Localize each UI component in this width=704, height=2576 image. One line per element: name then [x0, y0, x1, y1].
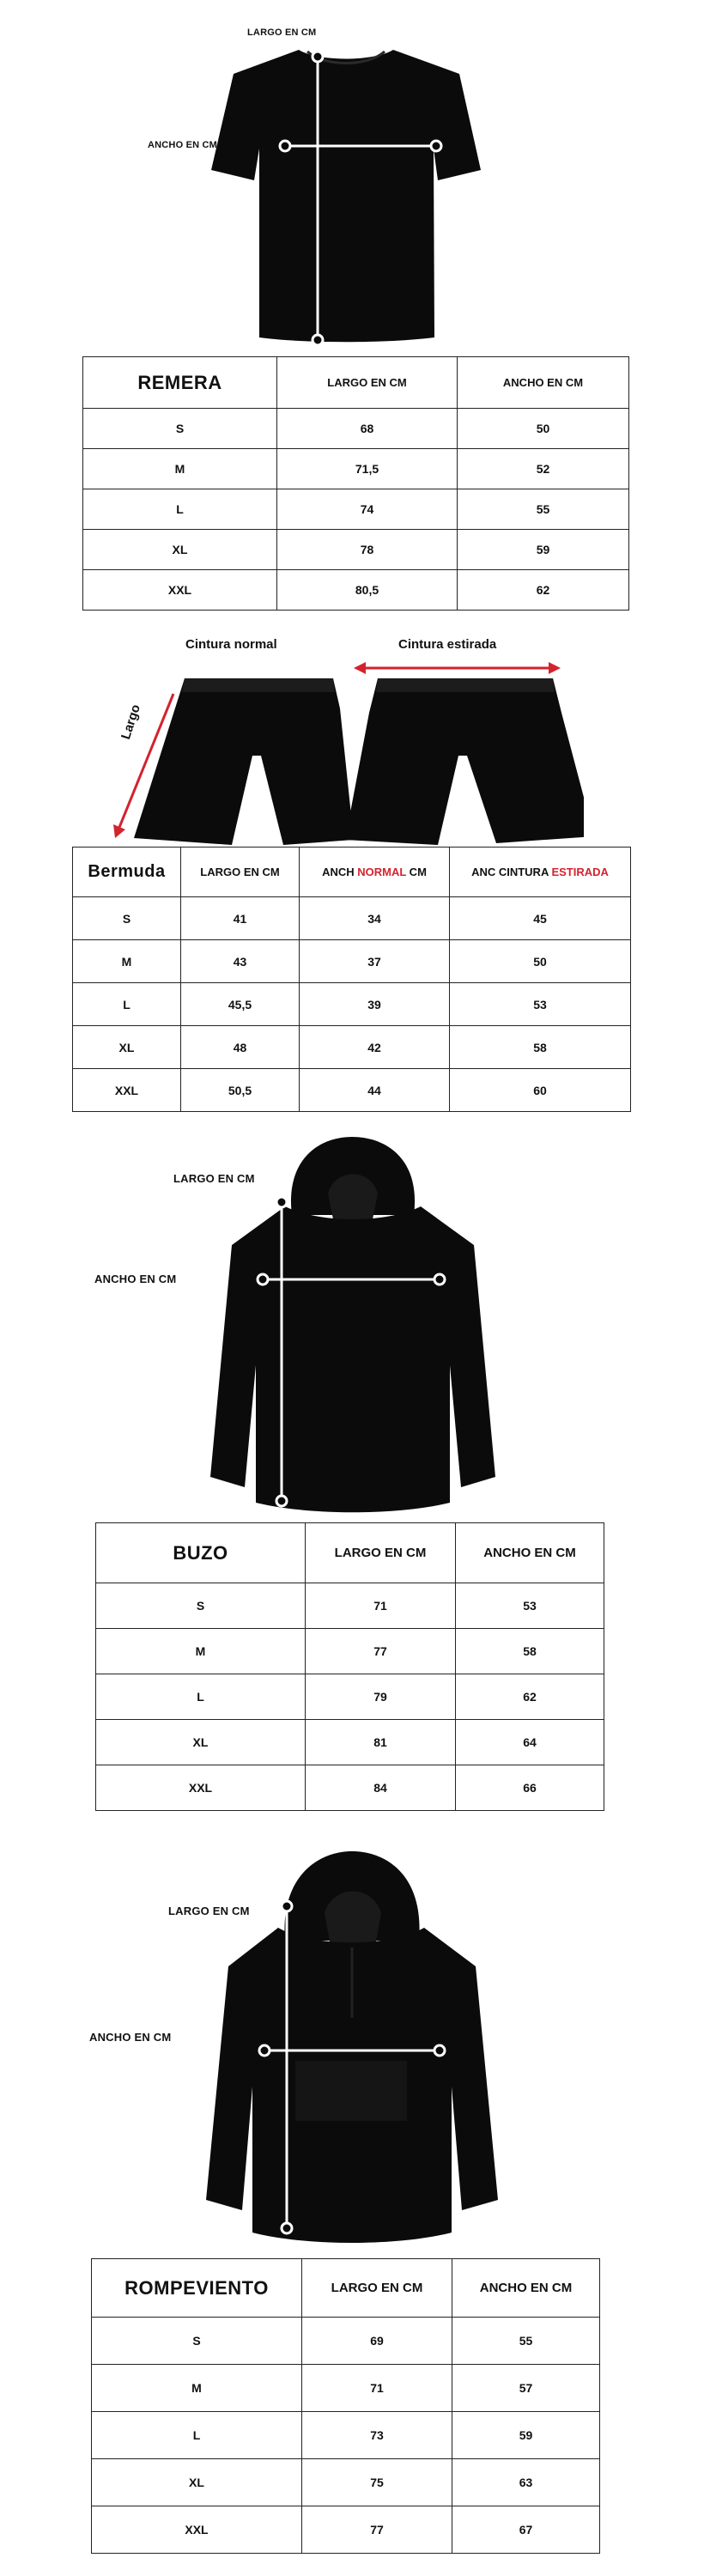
rompeviento-col-largo: LARGO EN CM: [302, 2259, 452, 2318]
size-cell: XL: [83, 530, 277, 570]
ancho-cell: 59: [452, 2412, 600, 2459]
table-row: [83, 489, 629, 530]
hoodie-figure: [199, 1133, 508, 1520]
estirada-cell: 58: [450, 1026, 631, 1069]
remera-size-table: [82, 356, 629, 611]
rompeviento-col-ancho: ANCHO EN CM: [452, 2259, 600, 2318]
table-row: [83, 449, 629, 489]
largo-cell: 77: [302, 2506, 452, 2554]
bermuda-col-estirada: ANC CINTURA ESTIRADA: [450, 848, 631, 897]
largo-cell: 71,5: [277, 449, 458, 489]
ancho-cell: 66: [456, 1765, 604, 1811]
largo-cell: 84: [306, 1765, 456, 1811]
size-cell: XL: [96, 1720, 306, 1765]
normal-cell: 37: [300, 940, 450, 983]
remera-label-ancho: ANCHO EN CM: [148, 140, 218, 150]
table-row: [83, 409, 629, 449]
table-row: [92, 2412, 600, 2459]
buzo-table-title: BUZO: [96, 1523, 306, 1583]
bermuda-label-largo: Largo: [118, 702, 144, 742]
shorts-normal: [134, 678, 354, 845]
ancho-cell: 58: [456, 1629, 604, 1674]
rompeviento-label-ancho: ANCHO EN CM: [89, 2031, 172, 2044]
largo-cell: 78: [277, 530, 458, 570]
estirada-cell: 53: [450, 983, 631, 1026]
bermuda-size-table: [72, 847, 631, 1112]
size-cell: S: [73, 897, 181, 940]
ancho-cell: 62: [458, 570, 629, 611]
bermuda-col-normal: ANCH NORMAL CM: [300, 848, 450, 897]
table-row: [73, 897, 631, 940]
rompeviento-table-title: ROMPEVIENTO: [92, 2259, 302, 2318]
largo-cell: 69: [302, 2318, 452, 2365]
size-cell: XL: [92, 2459, 302, 2506]
size-cell: XXL: [96, 1765, 306, 1811]
table-row: [83, 530, 629, 570]
size-cell: S: [96, 1583, 306, 1629]
size-cell: M: [96, 1629, 306, 1674]
size-cell: XXL: [73, 1069, 181, 1112]
size-cell: L: [96, 1674, 306, 1720]
remera-col-ancho: ANCHO EN CM: [458, 357, 629, 409]
table-row: [92, 2365, 600, 2412]
shorts-figure: [103, 653, 584, 850]
table-row: [73, 940, 631, 983]
estirada-cell: 60: [450, 1069, 631, 1112]
table-row: [73, 1069, 631, 1112]
ancho-cell: 67: [452, 2506, 600, 2554]
ancho-cell: 59: [458, 530, 629, 570]
buzo-label-largo: LARGO EN CM: [173, 1172, 255, 1185]
table-row: [96, 1583, 604, 1629]
table-row: [96, 1720, 604, 1765]
largo-cell: 71: [306, 1583, 456, 1629]
buzo-size-table: [95, 1522, 604, 1811]
windbreaker-figure: [199, 1846, 508, 2250]
size-cell: M: [92, 2365, 302, 2412]
largo-cell: 73: [302, 2412, 452, 2459]
tshirt-figure: [197, 41, 498, 350]
bermuda-label-normal: Cintura normal: [185, 637, 277, 652]
normal-cell: 34: [300, 897, 450, 940]
bermuda-col-largo: LARGO EN CM: [181, 848, 300, 897]
ancho-cell: 55: [458, 489, 629, 530]
size-cell: XXL: [83, 570, 277, 611]
ancho-cell: 53: [456, 1583, 604, 1629]
size-cell: S: [83, 409, 277, 449]
ancho-cell: 64: [456, 1720, 604, 1765]
largo-cell: 80,5: [277, 570, 458, 611]
largo-cell: 43: [181, 940, 300, 983]
table-row: [83, 570, 629, 611]
table-row: [92, 2506, 600, 2554]
estirada-cell: 50: [450, 940, 631, 983]
remera-label-largo: LARGO EN CM: [247, 27, 317, 38]
bermuda-table-title: Bermuda: [73, 848, 181, 897]
largo-cell: 81: [306, 1720, 456, 1765]
buzo-label-ancho: ANCHO EN CM: [94, 1273, 177, 1285]
size-cell: S: [92, 2318, 302, 2365]
ancho-cell: 62: [456, 1674, 604, 1720]
table-row: [73, 983, 631, 1026]
ancho-cell: 50: [458, 409, 629, 449]
table-row: [92, 2318, 600, 2365]
normal-cell: 44: [300, 1069, 450, 1112]
buzo-col-largo: LARGO EN CM: [306, 1523, 456, 1583]
size-cell: L: [73, 983, 181, 1026]
normal-cell: 42: [300, 1026, 450, 1069]
estirada-cell: 45: [450, 897, 631, 940]
largo-cell: 48: [181, 1026, 300, 1069]
size-cell: M: [83, 449, 277, 489]
buzo-col-ancho: ANCHO EN CM: [456, 1523, 604, 1583]
largo-cell: 68: [277, 409, 458, 449]
ancho-cell: 63: [452, 2459, 600, 2506]
largo-cell: 79: [306, 1674, 456, 1720]
ancho-cell: 57: [452, 2365, 600, 2412]
largo-cell: 75: [302, 2459, 452, 2506]
largo-cell: 74: [277, 489, 458, 530]
size-cell: L: [92, 2412, 302, 2459]
remera-table-title: REMERA: [83, 357, 277, 409]
shorts-stretched: [345, 678, 584, 845]
remera-col-largo: LARGO EN CM: [277, 357, 458, 409]
rompeviento-size-table: [91, 2258, 600, 2554]
size-cell: M: [73, 940, 181, 983]
ancho-cell: 55: [452, 2318, 600, 2365]
largo-cell: 77: [306, 1629, 456, 1674]
largo-cell: 71: [302, 2365, 452, 2412]
largo-cell: 50,5: [181, 1069, 300, 1112]
normal-cell: 39: [300, 983, 450, 1026]
largo-cell: 45,5: [181, 983, 300, 1026]
ancho-cell: 52: [458, 449, 629, 489]
table-row: [96, 1674, 604, 1720]
table-row: [96, 1629, 604, 1674]
hoodie-body: [210, 1206, 495, 1512]
size-cell: XL: [73, 1026, 181, 1069]
bermuda-label-estirada: Cintura estirada: [398, 637, 497, 652]
size-cell: XXL: [92, 2506, 302, 2554]
rompeviento-label-largo: LARGO EN CM: [168, 1905, 250, 1917]
size-cell: L: [83, 489, 277, 530]
table-row: [73, 1026, 631, 1069]
tshirt-body: [211, 50, 481, 342]
table-row: [96, 1765, 604, 1811]
table-row: [92, 2459, 600, 2506]
largo-cell: 41: [181, 897, 300, 940]
